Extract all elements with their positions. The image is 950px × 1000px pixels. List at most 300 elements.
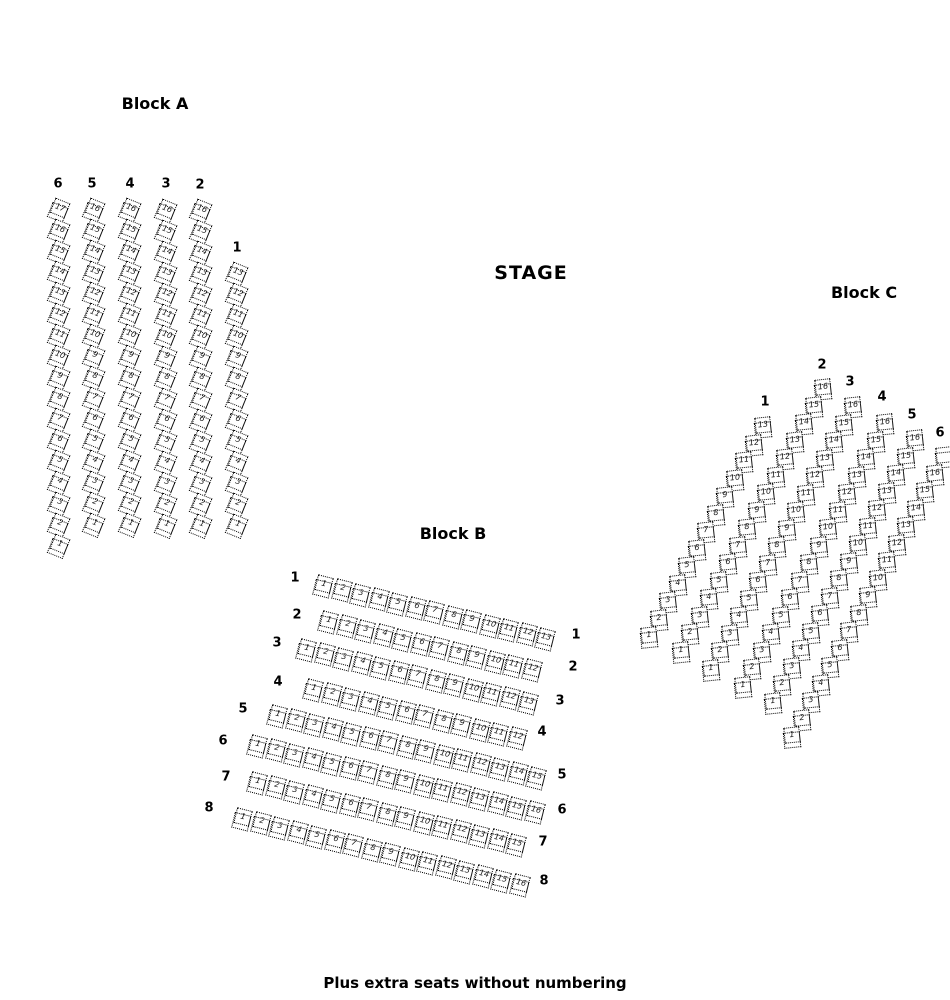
seat-block-b-row6-14[interactable] [489, 791, 508, 810]
seat-block-b-row7-8[interactable] [378, 802, 397, 821]
seat-block-b-row8-6[interactable] [326, 829, 345, 848]
seat-block-b-row6-15[interactable] [507, 796, 526, 815]
seat-block-a-col3-10[interactable] [157, 325, 178, 346]
seat-block-b-row6-7[interactable] [359, 761, 378, 780]
seat-block-c-col1-8[interactable] [707, 504, 725, 522]
seat-block-b-row8-11[interactable] [418, 851, 437, 870]
seat-block-b-row6-13[interactable] [470, 787, 489, 806]
seat-block-c-col5-1[interactable] [764, 692, 782, 710]
seat-block-c-col1-7[interactable] [697, 521, 715, 539]
seat-block-c-col5-14[interactable] [887, 464, 905, 482]
seat-block-b-row5-1[interactable] [268, 704, 287, 723]
seat-block-b-row3-12[interactable] [501, 687, 520, 706]
seat-block-a-col4-7[interactable] [121, 387, 142, 408]
seat-block-b-row8-15[interactable] [492, 869, 511, 888]
seat-block-a-col6-16[interactable] [50, 219, 71, 240]
seat-block-b-row3-9[interactable] [445, 673, 464, 692]
seat-block-b-row1-3[interactable] [351, 583, 370, 602]
seat-block-b-row4-2[interactable] [323, 683, 342, 702]
seat-block-b-row7-6[interactable] [341, 793, 360, 812]
seat-block-b-row2-5[interactable] [393, 628, 412, 647]
seat-block-b-row1-9[interactable] [462, 609, 481, 628]
seat-block-c-col6-5[interactable] [821, 656, 839, 674]
seat-block-b-row5-9[interactable] [416, 739, 435, 758]
seat-block-a-col5-7[interactable] [85, 387, 106, 408]
seat-block-c-col3-13[interactable] [816, 449, 834, 467]
seat-block-c-col2-2[interactable] [681, 623, 699, 641]
seat-block-a-col5-15[interactable] [85, 219, 106, 240]
seat-block-c-col5-7[interactable] [821, 587, 839, 605]
seat-block-a-col1-8[interactable] [228, 367, 249, 388]
seat-block-a-col5-4[interactable] [85, 450, 106, 471]
seat-block-a-col6-4[interactable] [50, 471, 71, 492]
seat-block-b-row8-8[interactable] [363, 838, 382, 857]
seat-block-a-col5-6[interactable] [85, 408, 106, 429]
seat-block-c-col6-13[interactable] [897, 516, 915, 534]
seat-block-a-col5-1[interactable] [85, 513, 106, 534]
seat-block-a-col2-14[interactable] [192, 241, 213, 262]
seat-block-c-col5-12[interactable] [868, 499, 886, 517]
seat-block-c-col3-8[interactable] [768, 536, 786, 554]
seat-block-b-row1-12[interactable] [518, 623, 537, 642]
seat-block-b-row1-4[interactable] [370, 587, 389, 606]
seat-block-b-row7-10[interactable] [415, 811, 434, 830]
seat-block-b-row1-13[interactable] [536, 627, 555, 646]
seat-block-c-col6-1[interactable] [783, 726, 801, 744]
seat-block-c-col2-3[interactable] [691, 606, 709, 624]
seat-block-a-col5-11[interactable] [85, 303, 106, 324]
seat-block-c-col2-14[interactable] [795, 413, 813, 431]
seat-block-b-row4-12[interactable] [508, 727, 527, 746]
seat-block-b-row8-14[interactable] [474, 864, 493, 883]
seat-block-b-row6-10[interactable] [415, 774, 434, 793]
seat-block-a-col6-14[interactable] [50, 261, 71, 282]
seat-block-a-col4-4[interactable] [121, 450, 142, 471]
seat-block-b-row4-11[interactable] [489, 722, 508, 741]
seat-block-a-col2-3[interactable] [192, 472, 213, 493]
seat-block-c-col5-13[interactable] [878, 482, 896, 500]
seat-block-b-row7-4[interactable] [304, 784, 323, 803]
seat-block-a-col2-15[interactable] [192, 220, 213, 241]
seat-block-c-col1-1[interactable] [640, 626, 658, 644]
seat-block-b-row6-1[interactable] [248, 734, 267, 753]
seat-block-b-row6-12[interactable] [452, 783, 471, 802]
seat-block-c-col4-2[interactable] [743, 658, 761, 676]
seat-block-c-col4-11[interactable] [829, 501, 847, 519]
seat-block-c-col4-6[interactable] [781, 588, 799, 606]
seat-block-c-col1-12[interactable] [745, 434, 763, 452]
seat-block-b-row8-1[interactable] [233, 807, 252, 826]
seat-block-c-col5-6[interactable] [811, 604, 829, 622]
seat-block-b-row2-7[interactable] [430, 637, 449, 656]
seat-block-c-col6-3[interactable] [802, 691, 820, 709]
seat-block-b-row2-8[interactable] [449, 641, 468, 660]
seat-block-a-col3-5[interactable] [157, 430, 178, 451]
seat-block-b-row8-2[interactable] [252, 812, 271, 831]
seat-block-b-row4-4[interactable] [360, 691, 379, 710]
seat-block-b-row3-7[interactable] [408, 665, 427, 684]
seat-block-a-col6-11[interactable] [50, 324, 71, 345]
seat-block-b-row1-6[interactable] [407, 596, 426, 615]
seat-block-c-col4-8[interactable] [800, 553, 818, 571]
seat-block-a-col2-11[interactable] [192, 304, 213, 325]
seat-block-c-col4-14[interactable] [857, 448, 875, 466]
seat-block-c-col4-4[interactable] [762, 623, 780, 641]
seat-block-c-col4-13[interactable] [848, 466, 866, 484]
seat-block-a-col6-5[interactable] [50, 450, 71, 471]
seat-block-b-row3-3[interactable] [334, 647, 353, 666]
seat-block-b-row6-16[interactable] [526, 800, 545, 819]
seat-block-a-col1-2[interactable] [228, 493, 249, 514]
seat-block-c-col4-16[interactable] [876, 413, 894, 431]
seat-block-c-col6-4[interactable] [812, 674, 830, 692]
seat-block-b-row7-12[interactable] [452, 820, 471, 839]
seat-block-b-row4-5[interactable] [378, 696, 397, 715]
seat-block-c-col5-5[interactable] [802, 622, 820, 640]
seat-block-c-col2-12[interactable] [776, 448, 794, 466]
seat-block-b-row6-4[interactable] [304, 747, 323, 766]
seat-block-a-col2-9[interactable] [192, 346, 213, 367]
seat-block-c-col3-7[interactable] [759, 554, 777, 572]
seat-block-c-col3-5[interactable] [740, 589, 758, 607]
seat-block-c-col2-4[interactable] [700, 588, 718, 606]
seat-block-c-col3-4[interactable] [730, 606, 748, 624]
seat-block-c-col4-1[interactable] [734, 676, 752, 694]
seat-block-a-col4-5[interactable] [121, 429, 142, 450]
seat-block-a-col6-8[interactable] [50, 387, 71, 408]
seat-block-b-row5-8[interactable] [398, 735, 417, 754]
seat-block-b-row6-9[interactable] [396, 769, 415, 788]
seat-block-b-row1-7[interactable] [425, 601, 444, 620]
seat-block-b-row2-11[interactable] [504, 654, 523, 673]
seat-block-a-col3-12[interactable] [157, 283, 178, 304]
seat-block-a-col5-10[interactable] [85, 324, 106, 345]
seat-block-c-col1-9[interactable] [716, 486, 734, 504]
seat-block-a-col3-11[interactable] [157, 304, 178, 325]
seat-block-c-col3-1[interactable] [702, 659, 720, 677]
seat-block-c-col3-11[interactable] [797, 484, 815, 502]
seat-block-a-col3-9[interactable] [157, 346, 178, 367]
seat-block-c-col6-11[interactable] [878, 551, 896, 569]
seat-block-c-col2-16[interactable] [814, 378, 832, 396]
seat-block-b-row1-2[interactable] [333, 579, 352, 598]
seat-block-c-col5-9[interactable] [840, 552, 858, 570]
seat-block-a-col3-13[interactable] [157, 262, 178, 283]
seat-block-a-col3-1[interactable] [157, 514, 178, 535]
seat-block-c-col1-2[interactable] [650, 609, 668, 627]
seat-block-a-col3-14[interactable] [157, 241, 178, 262]
seat-block-b-row8-16[interactable] [511, 873, 530, 892]
seat-block-c-col6-7[interactable] [840, 621, 858, 639]
seat-block-a-col1-6[interactable] [228, 409, 249, 430]
seat-block-a-col2-1[interactable] [192, 514, 213, 535]
seat-block-b-row5-13[interactable] [490, 757, 509, 776]
seat-block-b-row4-6[interactable] [397, 700, 416, 719]
seat-block-c-col6-blank[interactable] [935, 446, 950, 464]
seat-block-a-col3-6[interactable] [157, 409, 178, 430]
seat-block-b-row2-3[interactable] [356, 619, 375, 638]
seat-block-c-col3-10[interactable] [787, 501, 805, 519]
seat-block-a-col4-8[interactable] [121, 366, 142, 387]
seat-block-a-col5-16[interactable] [85, 198, 106, 219]
seat-block-a-col3-2[interactable] [157, 493, 178, 514]
seat-block-b-row7-3[interactable] [285, 780, 304, 799]
seat-block-a-col4-12[interactable] [121, 282, 142, 303]
seat-block-a-col5-5[interactable] [85, 429, 106, 450]
seat-block-c-col6-10[interactable] [869, 569, 887, 587]
seat-block-a-col1-1[interactable] [228, 514, 249, 535]
seat-block-b-row4-1[interactable] [304, 678, 323, 697]
seat-block-a-col2-16[interactable] [192, 199, 213, 220]
seat-block-b-row5-10[interactable] [435, 744, 454, 763]
seat-block-b-row7-2[interactable] [267, 776, 286, 795]
seat-block-c-col5-16[interactable] [906, 429, 924, 447]
seat-block-b-row8-7[interactable] [344, 834, 363, 853]
seat-block-a-col2-6[interactable] [192, 409, 213, 430]
seat-block-c-col6-12[interactable] [888, 534, 906, 552]
seat-block-a-col2-4[interactable] [192, 451, 213, 472]
seat-block-a-col3-3[interactable] [157, 472, 178, 493]
seat-block-b-row4-9[interactable] [452, 713, 471, 732]
seat-block-c-col2-10[interactable] [757, 483, 775, 501]
seat-block-b-row4-10[interactable] [471, 718, 490, 737]
seat-block-a-col6-3[interactable] [50, 492, 71, 513]
seat-block-a-col4-1[interactable] [121, 513, 142, 534]
seat-block-b-row2-2[interactable] [338, 615, 357, 634]
seat-block-a-col3-4[interactable] [157, 451, 178, 472]
seat-block-b-row2-10[interactable] [486, 650, 505, 669]
seat-block-a-col4-15[interactable] [121, 219, 142, 240]
seat-block-a-col2-12[interactable] [192, 283, 213, 304]
seat-block-b-row7-7[interactable] [359, 798, 378, 817]
seat-block-b-row3-5[interactable] [371, 656, 390, 675]
seat-block-a-col6-17[interactable] [50, 198, 71, 219]
seat-block-c-col1-6[interactable] [688, 539, 706, 557]
seat-block-b-row8-9[interactable] [381, 842, 400, 861]
seat-block-b-row6-5[interactable] [322, 752, 341, 771]
seat-block-c-col2-9[interactable] [748, 501, 766, 519]
seat-block-c-col4-3[interactable] [753, 641, 771, 659]
seat-block-c-col3-15[interactable] [835, 414, 853, 432]
seat-block-a-col1-11[interactable] [228, 304, 249, 325]
seat-block-b-row5-4[interactable] [324, 717, 343, 736]
seat-block-b-row4-7[interactable] [415, 705, 434, 724]
seat-block-a-col2-2[interactable] [192, 493, 213, 514]
seat-block-c-col3-14[interactable] [825, 431, 843, 449]
seat-block-a-col5-14[interactable] [85, 240, 106, 261]
seat-block-c-col2-7[interactable] [729, 536, 747, 554]
seat-block-c-col1-5[interactable] [678, 556, 696, 574]
seat-block-b-row6-3[interactable] [285, 743, 304, 762]
seat-block-c-col5-11[interactable] [859, 517, 877, 535]
seat-block-b-row4-8[interactable] [434, 709, 453, 728]
seat-block-b-row7-11[interactable] [433, 815, 452, 834]
seat-block-b-row5-5[interactable] [342, 722, 361, 741]
seat-block-a-col3-7[interactable] [157, 388, 178, 409]
seat-block-c-col2-5[interactable] [710, 571, 728, 589]
seat-block-b-row6-2[interactable] [267, 739, 286, 758]
seat-block-b-row3-1[interactable] [297, 638, 316, 657]
seat-block-c-col5-2[interactable] [773, 674, 791, 692]
seat-block-c-col4-5[interactable] [772, 606, 790, 624]
seat-block-b-row8-4[interactable] [289, 820, 308, 839]
seat-block-c-col5-15[interactable] [897, 447, 915, 465]
seat-block-a-col6-6[interactable] [50, 429, 71, 450]
seat-block-b-row7-5[interactable] [322, 789, 341, 808]
seat-block-b-row2-6[interactable] [412, 632, 431, 651]
seat-block-c-col2-8[interactable] [738, 518, 756, 536]
seat-block-b-row1-8[interactable] [444, 605, 463, 624]
seat-block-a-col2-10[interactable] [192, 325, 213, 346]
seat-block-b-row3-11[interactable] [482, 682, 501, 701]
seat-block-c-col3-16[interactable] [844, 396, 862, 414]
seat-block-b-row4-3[interactable] [341, 687, 360, 706]
seat-block-c-col1-10[interactable] [726, 469, 744, 487]
seat-block-a-col4-2[interactable] [121, 492, 142, 513]
seat-block-b-row7-15[interactable] [507, 833, 526, 852]
seat-block-a-col4-11[interactable] [121, 303, 142, 324]
seat-block-a-col5-3[interactable] [85, 471, 106, 492]
seat-block-a-col2-7[interactable] [192, 388, 213, 409]
seat-block-b-row1-11[interactable] [499, 618, 518, 637]
seat-block-a-col1-3[interactable] [228, 472, 249, 493]
seat-block-a-col5-2[interactable] [85, 492, 106, 513]
seat-block-a-col2-8[interactable] [192, 367, 213, 388]
seat-block-a-col6-7[interactable] [50, 408, 71, 429]
seat-block-a-col4-10[interactable] [121, 324, 142, 345]
seat-block-a-col6-12[interactable] [50, 303, 71, 324]
seat-block-b-row5-7[interactable] [379, 731, 398, 750]
seat-block-c-col1-13[interactable] [754, 416, 772, 434]
seat-block-a-col1-7[interactable] [228, 388, 249, 409]
seat-block-b-row6-6[interactable] [341, 756, 360, 775]
seat-block-c-col5-8[interactable] [830, 569, 848, 587]
seat-block-c-col4-15[interactable] [867, 431, 885, 449]
seat-block-b-row3-6[interactable] [390, 660, 409, 679]
seat-block-b-row8-13[interactable] [455, 860, 474, 879]
seat-block-c-col6-9[interactable] [859, 586, 877, 604]
seat-block-a-col5-13[interactable] [85, 261, 106, 282]
seat-block-b-row5-6[interactable] [361, 726, 380, 745]
seat-block-a-col3-8[interactable] [157, 367, 178, 388]
seat-block-c-col6-15[interactable] [916, 481, 934, 499]
seat-block-c-col3-6[interactable] [749, 571, 767, 589]
seat-block-a-col3-15[interactable] [157, 220, 178, 241]
seat-block-c-col1-3[interactable] [659, 591, 677, 609]
seat-block-b-row2-4[interactable] [375, 623, 394, 642]
seat-block-b-row1-5[interactable] [388, 592, 407, 611]
seat-block-c-col2-11[interactable] [767, 466, 785, 484]
seat-block-a-col6-9[interactable] [50, 366, 71, 387]
seat-block-c-col6-2[interactable] [793, 709, 811, 727]
seat-block-a-col6-13[interactable] [50, 282, 71, 303]
seat-block-c-col1-11[interactable] [735, 451, 753, 469]
seat-block-a-col5-8[interactable] [85, 366, 106, 387]
seat-block-b-row3-4[interactable] [353, 651, 372, 670]
seat-block-c-col5-10[interactable] [849, 534, 867, 552]
seat-block-a-col4-6[interactable] [121, 408, 142, 429]
seat-block-c-col5-3[interactable] [783, 657, 801, 675]
seat-block-b-row1-1[interactable] [314, 574, 333, 593]
seat-block-c-col3-9[interactable] [778, 519, 796, 537]
seat-block-c-col3-12[interactable] [806, 466, 824, 484]
seat-block-b-row3-13[interactable] [519, 691, 538, 710]
seat-block-b-row3-8[interactable] [427, 669, 446, 688]
seat-block-a-col5-12[interactable] [85, 282, 106, 303]
seat-block-b-row6-11[interactable] [433, 778, 452, 797]
seat-block-a-col4-13[interactable] [121, 261, 142, 282]
seat-block-b-row7-13[interactable] [470, 824, 489, 843]
seat-block-b-row8-10[interactable] [400, 847, 419, 866]
seat-block-b-row8-5[interactable] [307, 825, 326, 844]
seat-block-a-col1-12[interactable] [228, 283, 249, 304]
seat-block-a-col2-13[interactable] [192, 262, 213, 283]
seat-block-a-col4-16[interactable] [121, 198, 142, 219]
seat-block-b-row5-15[interactable] [527, 766, 546, 785]
seat-block-a-col6-2[interactable] [50, 513, 71, 534]
seat-block-b-row7-1[interactable] [248, 771, 267, 790]
seat-block-a-col1-10[interactable] [228, 325, 249, 346]
seat-block-b-row2-9[interactable] [467, 645, 486, 664]
seat-block-c-col1-4[interactable] [669, 574, 687, 592]
seat-block-b-row5-11[interactable] [453, 748, 472, 767]
seat-block-b-row5-12[interactable] [472, 753, 491, 772]
seat-block-b-row7-9[interactable] [396, 806, 415, 825]
seat-block-a-col6-1[interactable] [50, 534, 71, 555]
seat-block-c-col4-7[interactable] [791, 571, 809, 589]
seat-block-a-col1-13[interactable] [228, 262, 249, 283]
seat-block-a-col4-3[interactable] [121, 471, 142, 492]
seat-block-c-col6-14[interactable] [907, 499, 925, 517]
seat-block-c-col5-4[interactable] [792, 639, 810, 657]
seat-block-c-col2-15[interactable] [805, 396, 823, 414]
seat-block-b-row1-10[interactable] [481, 614, 500, 633]
seat-block-c-col4-9[interactable] [810, 536, 828, 554]
seat-block-a-col1-4[interactable] [228, 451, 249, 472]
seat-block-c-col3-3[interactable] [721, 624, 739, 642]
seat-block-c-col4-12[interactable] [838, 483, 856, 501]
seat-block-b-row6-8[interactable] [378, 765, 397, 784]
seat-block-a-col2-5[interactable] [192, 430, 213, 451]
seat-block-b-row8-12[interactable] [437, 856, 456, 875]
seat-block-a-col5-9[interactable] [85, 345, 106, 366]
seat-block-a-col4-14[interactable] [121, 240, 142, 261]
seat-block-a-col4-9[interactable] [121, 345, 142, 366]
seat-block-c-col3-2[interactable] [711, 641, 729, 659]
seat-block-a-col1-5[interactable] [228, 430, 249, 451]
seat-block-a-col1-9[interactable] [228, 346, 249, 367]
seat-block-a-col3-16[interactable] [157, 199, 178, 220]
seat-block-c-col6-16[interactable] [926, 464, 944, 482]
seat-block-b-row5-14[interactable] [509, 761, 528, 780]
seat-block-b-row5-3[interactable] [305, 713, 324, 732]
seat-block-c-col6-8[interactable] [850, 604, 868, 622]
seat-block-b-row2-1[interactable] [319, 610, 338, 629]
seat-block-c-col6-6[interactable] [831, 639, 849, 657]
seat-block-c-col4-10[interactable] [819, 518, 837, 536]
seat-block-b-row8-3[interactable] [270, 816, 289, 835]
seat-block-b-row3-2[interactable] [316, 643, 335, 662]
seat-block-b-row2-12[interactable] [523, 659, 542, 678]
seat-block-c-col2-6[interactable] [719, 553, 737, 571]
seat-block-a-col6-15[interactable] [50, 240, 71, 261]
seat-block-b-row5-2[interactable] [287, 709, 306, 728]
seat-block-b-row7-14[interactable] [489, 828, 508, 847]
seat-block-c-col2-1[interactable] [672, 641, 690, 659]
seat-block-b-row3-10[interactable] [464, 678, 483, 697]
seat-block-c-col2-13[interactable] [786, 431, 804, 449]
seat-block-a-col6-10[interactable] [50, 345, 71, 366]
